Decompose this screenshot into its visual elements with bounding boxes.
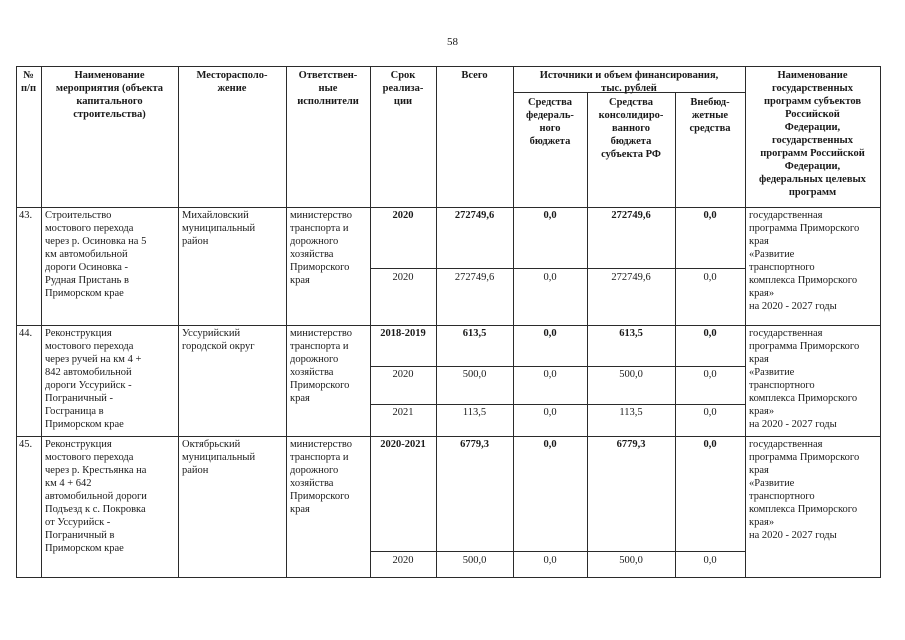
header-num: № п/п — [20, 70, 37, 94]
header-federal: Средства федераль- ного бюджета — [526, 97, 574, 147]
row-num: 45. — [19, 439, 33, 450]
cell-federal: 0,0 — [543, 439, 557, 450]
cell-federal: 0,0 — [543, 210, 557, 221]
header-name: Наименование мероприятия (объекта капитального строительства) — [55, 70, 164, 120]
cell-offbudget: 0,0 — [703, 369, 717, 380]
cell-offbudget: 0,0 — [703, 210, 717, 221]
cell-offbudget: 0,0 — [703, 407, 717, 418]
row-program: государственная программа Приморского края «Развитие транспортного комплекса Приморского края» на 2020 - 2027 годы — [749, 439, 860, 541]
cell-term: 2018-2019 — [380, 328, 426, 339]
row-name: Реконструкция мостового перехода через р. Крестьянка на км 4 + 642 автомобильной дороги Подъезд к с. Покровка от Уссурийск - Пограничный в Приморском крае — [45, 439, 147, 554]
row-location: Уссурийский городской округ — [182, 328, 255, 352]
cell-offbudget: 0,0 — [703, 555, 717, 566]
row-program: государственная программа Приморского края «Развитие транспортного комплекса Приморского края» на 2020 - 2027 годы — [749, 328, 860, 430]
cell-federal: 0,0 — [543, 555, 557, 566]
cell-consolidated: 500,0 — [619, 555, 643, 566]
header-term: Срок реализа- ции — [382, 70, 424, 107]
cell-federal: 0,0 — [543, 272, 557, 283]
cell-offbudget: 0,0 — [703, 439, 717, 450]
cell-term: 2020 — [392, 369, 414, 380]
row-responsible: министерство транспорта и дорожного хозяйства Приморского края — [290, 439, 353, 515]
cell-total: 272749,6 — [454, 210, 495, 221]
cell-term: 2021 — [392, 407, 414, 418]
cell-consolidated: 613,5 — [619, 328, 643, 339]
cell-total: 272749,6 — [454, 272, 495, 283]
header-total: Всего — [461, 70, 488, 81]
header-responsible: Ответствен- ные исполнители — [297, 70, 359, 107]
cell-offbudget: 0,0 — [703, 328, 717, 339]
header-location: Месторасполо- жение — [196, 70, 268, 94]
cell-federal: 0,0 — [543, 328, 557, 339]
header-consolidated: Средства консолидиро- ванного бюджета субъекта РФ — [598, 97, 664, 160]
cell-consolidated: 6779,3 — [616, 439, 646, 450]
row-program: государственная программа Приморского края «Развитие транспортного комплекса Приморского края» на 2020 - 2027 годы — [749, 210, 860, 312]
cell-federal: 0,0 — [543, 369, 557, 380]
cell-term: 2020 — [392, 210, 414, 221]
cell-consolidated: 500,0 — [619, 369, 643, 380]
cell-consolidated: 113,5 — [619, 407, 643, 418]
header-offbudget: Внебюд- жетные средства — [689, 97, 731, 134]
page-number: 58 — [447, 36, 458, 48]
header-sources: Источники и объем финансирования, тыс. рублей — [539, 70, 719, 94]
row-num: 44. — [19, 328, 33, 339]
cell-term: 2020 — [392, 555, 414, 566]
cell-total: 500,0 — [462, 555, 487, 566]
cell-consolidated: 272749,6 — [611, 272, 651, 283]
cell-total: 6779,3 — [460, 439, 489, 450]
header-programs: Наименование государственных программ субъектов Российской Федерации, государственных программ Российской Федерации, федеральных целевых программ — [759, 70, 866, 198]
cell-total: 113,5 — [462, 407, 487, 418]
cell-offbudget: 0,0 — [703, 272, 717, 283]
cell-total: 613,5 — [462, 328, 487, 339]
cell-consolidated: 272749,6 — [611, 210, 651, 221]
row-responsible: министерство транспорта и дорожного хозяйства Приморского края — [290, 328, 353, 404]
row-name: Реконструкция мостового перехода через ручей на км 4 + 842 автомобильной дороги Уссурийск - Пограничный - Госграница в Приморском крае — [45, 328, 142, 430]
cell-total: 500,0 — [462, 369, 487, 380]
row-location: Октябрьский муниципальный район — [182, 439, 256, 476]
row-responsible: министерство транспорта и дорожного хозяйства Приморского края — [290, 210, 353, 286]
row-location: Михайловский муниципальный район — [182, 210, 256, 247]
row-num: 43. — [19, 210, 33, 221]
cell-term: 2020-2021 — [380, 439, 426, 450]
cell-federal: 0,0 — [543, 407, 557, 418]
row-name: Строительство мостового перехода через р. Осиновка на 5 км автомобильной дороги Осиновка - Рудная Пристань в Приморском крае — [45, 210, 147, 299]
cell-term: 2020 — [392, 272, 414, 283]
